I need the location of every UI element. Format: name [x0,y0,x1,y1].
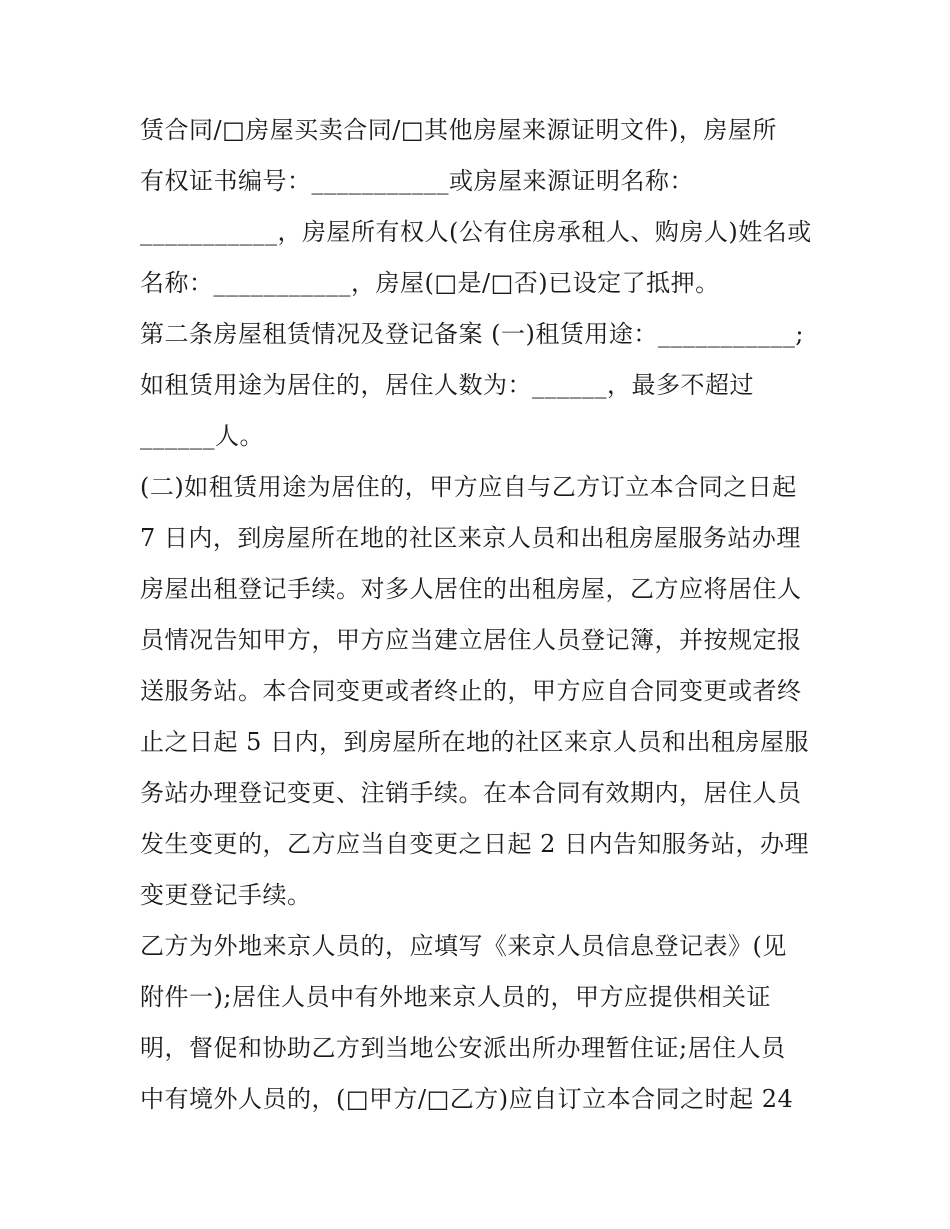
text-line: 乙方为外地来京人员的，应填写《来京人员信息登记表》(见 [140,932,787,960]
text-line: 止之日起 5 日内，到房屋所在地的社区来京人员和出租房屋服 [140,728,810,756]
text-line: 中有境外人员的，(□甲方/□乙方)应自订立本合同之时起 24 [140,1085,794,1113]
text-line: 第二条房屋租赁情况及登记备案 (一)租赁用途：___________; [140,320,804,348]
text-line: ______人。 [140,422,264,450]
text-line: 员情况告知甲方，甲方应当建立居住人员登记簿，并按规定报 [140,626,802,654]
text-line: 变更登记手续。 [140,881,312,909]
text-line: 发生变更的，乙方应当自变更之日起 2 日内告知服务站，办理 [140,830,810,858]
text-line: 房屋出租登记手续。对多人居住的出租房屋，乙方应将居住人 [140,575,802,603]
text-line: 名称：___________，房屋(□是/□否)已设定了抵押。 [140,269,720,297]
text-line: ___________，房屋所有权人(公有住房承租人、购房人)姓名或 [140,218,812,246]
text-line: 如租赁用途为居住的，居住人数为：______，最多不超过 [140,371,754,399]
text-line: 明，督促和协助乙方到当地公安派出所办理暂住证;居住人员 [140,1034,786,1062]
text-line: 赁合同/□房屋买卖合同/□其他房屋来源证明文件)，房屋所 [140,116,777,144]
text-line: (二)如租赁用途为居住的，甲方应自与乙方订立本合同之日起 [140,473,797,501]
text-line: 送服务站。本合同变更或者终止的，甲方应自合同变更或者终 [140,677,802,705]
text-line: 7 日内，到房屋所在地的社区来京人员和出租房屋服务站办理 [140,524,801,552]
text-line: 附件一);居住人员中有外地来京人员的，甲方应提供相关证 [140,983,771,1011]
text-line: 务站办理登记变更、注销手续。在本合同有效期内，居住人员 [140,779,802,807]
text-line: 有权证书编号：___________或房屋来源证明名称： [140,167,694,195]
